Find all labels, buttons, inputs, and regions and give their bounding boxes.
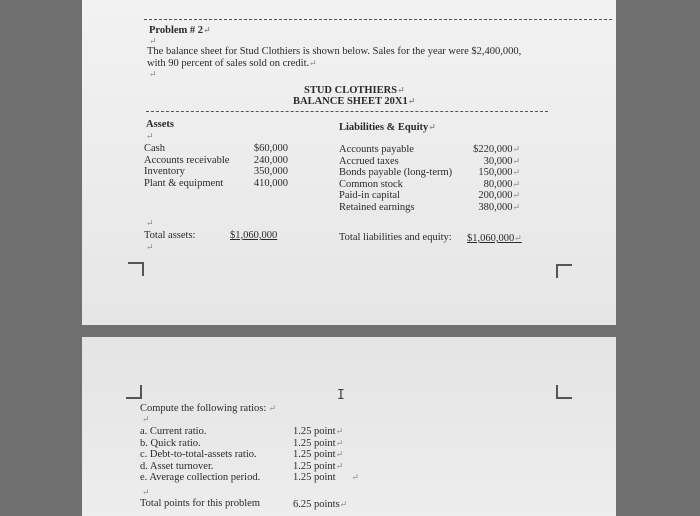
ratio-label: c. Debt-to-total-assets ratio. <box>140 449 257 460</box>
total-assets-value: $1,060,000 <box>230 230 278 241</box>
asset-label: Cash <box>144 143 165 154</box>
total-points-value: 6.25 points↵ <box>293 499 348 510</box>
sheet-title-year: BALANCE SHEET 20X1↵ <box>293 96 416 107</box>
liability-label: Common stock <box>339 178 403 190</box>
ratio-points-value: 1.25 point↵ <box>293 460 344 472</box>
asset-value: 410,000 <box>253 177 288 189</box>
liability-value: 80,000↵ <box>483 178 520 190</box>
ratio-label: b. Quick ratio. <box>140 437 201 449</box>
empty-paragraph-mark: ↵ <box>146 242 154 252</box>
total-liabilities-label: Total liabilities and equity: <box>339 232 452 243</box>
liability-label: Bonds payable (long-term) <box>339 167 453 178</box>
total-points-label: Total points for this problem <box>140 498 261 509</box>
ratio-points <box>293 426 359 484</box>
ratio-points-value: 1.25 point↵ <box>293 449 344 460</box>
total-liabilities-value: $1,060,000↵ <box>467 233 522 244</box>
crop-mark-icon <box>126 385 142 399</box>
empty-paragraph-mark: ↵ <box>149 69 157 79</box>
crop-mark-icon <box>128 262 144 276</box>
asset-label: Inventory <box>144 166 185 177</box>
liability-label: Accrued taxes <box>339 155 399 167</box>
asset-value: 240,000 <box>253 154 288 166</box>
compute-title: Compute the following ratios: ↵ <box>140 403 277 414</box>
crop-mark-icon <box>556 385 572 399</box>
liability-label: Paid-in capital <box>339 190 400 201</box>
asset-value: $60,000 <box>253 143 288 154</box>
liability-value: 150,000↵ <box>478 167 520 178</box>
empty-paragraph-mark: ↵ <box>142 487 150 497</box>
document-page-1 <box>82 0 616 325</box>
intro-text-line-1: The balance sheet for Stud Clothiers is shown below. Sales for the year were $2,400,000, <box>147 46 522 57</box>
empty-paragraph-mark: ↵ <box>142 414 150 424</box>
liability-value: 30,000↵ <box>483 155 520 167</box>
ratio-label: d. Asset turnover. <box>140 460 214 472</box>
liabilities-values <box>460 144 520 213</box>
liabilities-labels <box>339 144 452 213</box>
ratio-points-value: 1.25 point↵ <box>293 437 344 449</box>
ratio-labels <box>140 426 260 484</box>
liability-value: 200,000↵ <box>478 190 520 201</box>
text-cursor-icon: I <box>337 388 345 403</box>
liabilities-header: Liabilities & Equity↵ <box>339 122 436 133</box>
ratio-points-value: 1.25 point↵ <box>293 426 344 437</box>
liability-label: Accounts payable <box>339 144 414 155</box>
sheet-header-divider <box>146 111 548 112</box>
asset-label: Accounts receivable <box>144 154 230 166</box>
document-page-2 <box>82 337 616 516</box>
asset-label: Plant & equipment <box>144 177 224 189</box>
empty-paragraph-mark: ↵ <box>146 131 154 141</box>
assets-values <box>240 143 288 189</box>
sheet-title-company: STUD CLOTHIERS↵ <box>304 85 405 96</box>
ratio-label: a. Current ratio. <box>140 426 207 437</box>
ratio-points-value: 1.25 point ↵ <box>293 472 359 483</box>
empty-paragraph-mark: ↵ <box>146 218 154 228</box>
liability-value: $220,000↵ <box>473 144 520 155</box>
assets-labels <box>144 143 229 189</box>
asset-value: 350,000 <box>253 166 288 177</box>
ratio-label: e. Average collection period. <box>140 472 261 483</box>
page-top-divider <box>144 19 612 20</box>
intro-text-line-2: with 90 percent of sales sold on credit.↵ <box>147 58 317 69</box>
total-assets-label: Total assets: <box>144 230 196 241</box>
liability-label: Retained earnings <box>339 201 415 213</box>
problem-title: Problem # 2↵ <box>149 25 211 36</box>
liability-value: 380,000↵ <box>478 201 520 213</box>
empty-paragraph-mark: ↵ <box>149 36 157 46</box>
assets-header: Assets <box>146 119 174 130</box>
crop-mark-icon <box>556 264 572 278</box>
